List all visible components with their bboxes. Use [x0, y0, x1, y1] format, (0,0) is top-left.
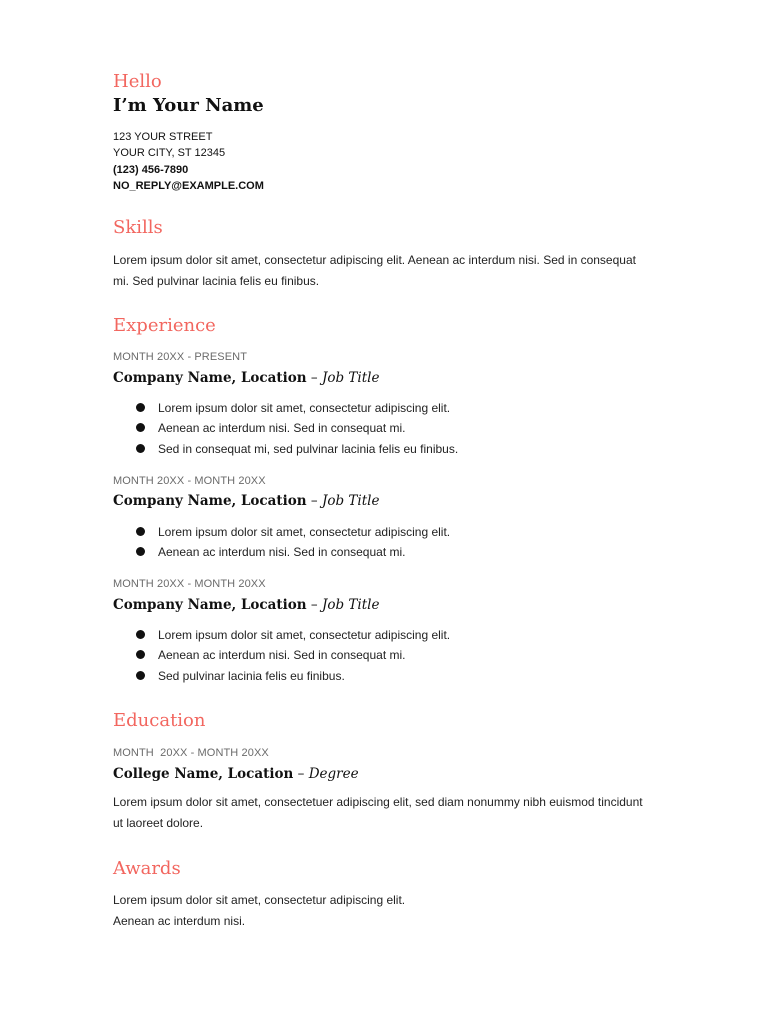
job-2-separator: – [306, 493, 322, 509]
skills-paragraph [113, 250, 668, 292]
job-1-company: Company Name, Location [113, 370, 307, 386]
job-2-title: Job Title [321, 493, 380, 509]
job-1-heading [113, 369, 379, 387]
degree: Degree [308, 766, 359, 782]
email-address: NO_REPLY@EXAMPLE.COM [113, 179, 264, 192]
bullet-dot-icon [136, 527, 145, 536]
contact-block [113, 129, 264, 194]
address-line-1: 123 YOUR STREET [113, 131, 213, 143]
bullet-dot-icon [136, 423, 145, 432]
education-dates: MONTH 20XX - MONTH 20XX [113, 747, 269, 759]
bullet-dot-icon [136, 444, 145, 453]
list-item: Sed pulvinar lacinia felis eu finibus. [113, 666, 450, 686]
education-paragraph [113, 792, 668, 834]
awards-heading: Awards [113, 858, 181, 879]
bullet-dot-icon [136, 650, 145, 659]
greeting: Hello [113, 71, 162, 92]
awards-paragraph [113, 890, 668, 932]
job-1-dates: MONTH 20XX - PRESENT [113, 351, 248, 363]
list-item: Lorem ipsum dolor sit amet, consectetur adipiscing elit. [113, 398, 458, 418]
job-3-separator: – [306, 597, 322, 613]
job-2-company: Company Name, Location [113, 493, 307, 509]
job-3-bullets [113, 625, 450, 686]
education-heading-line [113, 765, 359, 783]
job-3-dates: MONTH 20XX - MONTH 20XX [113, 578, 266, 590]
job-3-company: Company Name, Location [113, 597, 307, 613]
list-item: Lorem ipsum dolor sit amet, consectetur adipiscing elit. [113, 625, 450, 645]
skills-line-1: Lorem ipsum dolor sit amet, consectetur adipiscing elit. Aenean ac interdum nisi. Sed in consequat [113, 253, 636, 267]
job-1-separator: – [306, 370, 322, 386]
awards-line-1: Lorem ipsum dolor sit amet, consectetur adipiscing elit. [113, 893, 406, 907]
job-2-heading [113, 492, 379, 510]
job-1-title: Job Title [321, 370, 380, 386]
bullet-dot-icon [136, 671, 145, 680]
list-item: Aenean ac interdum nisi. Sed in consequat mi. [113, 542, 450, 562]
job-2-dates: MONTH 20XX - MONTH 20XX [113, 475, 266, 487]
list-item: Lorem ipsum dolor sit amet, consectetur adipiscing elit. [113, 522, 450, 542]
phone-number: (123) 456-7890 [113, 163, 189, 176]
list-item: Aenean ac interdum nisi. Sed in consequat mi. [113, 645, 450, 665]
awards-line-2: Aenean ac interdum nisi. [113, 914, 246, 928]
bullet-dot-icon [136, 547, 145, 556]
skills-line-2: mi. Sed pulvinar lacinia felis eu finibus. [113, 274, 320, 288]
experience-heading: Experience [113, 315, 216, 336]
applicant-name: I’m Your Name [113, 95, 264, 116]
job-3-title: Job Title [321, 597, 380, 613]
education-separator: – [293, 766, 309, 782]
education-line-2: ut laoreet dolore. [113, 816, 204, 830]
education-heading: Education [113, 710, 206, 731]
education-line-1: Lorem ipsum dolor sit amet, consectetuer adipiscing elit, sed diam nonummy nibh euismod tincidunt [113, 795, 643, 809]
college-name: College Name, Location [113, 766, 294, 782]
bullet-dot-icon [136, 630, 145, 639]
list-item: Sed in consequat mi, sed pulvinar lacinia felis eu finibus. [113, 439, 458, 459]
job-2-bullets [113, 522, 450, 563]
address-line-2: YOUR CITY, ST 12345 [113, 147, 226, 160]
job-3-heading [113, 596, 379, 614]
skills-heading: Skills [113, 217, 163, 238]
job-1-bullets [113, 398, 458, 459]
list-item: Aenean ac interdum nisi. Sed in consequat mi. [113, 418, 458, 438]
bullet-dot-icon [136, 403, 145, 412]
